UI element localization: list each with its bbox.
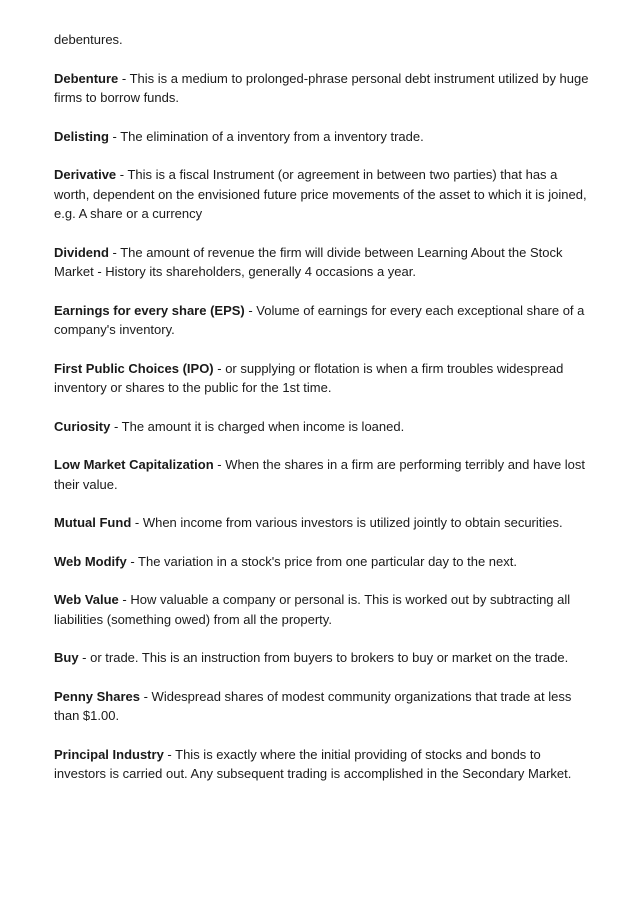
intro-text: debentures. — [54, 32, 123, 47]
entry-term: Curiosity — [54, 418, 111, 434]
glossary-entry — [54, 455, 594, 494]
document-page — [54, 30, 594, 803]
entry-definition: - The variation in a stock's price from one particular day to the next. — [126, 553, 517, 569]
glossary-entry — [54, 745, 594, 784]
glossary-entry — [54, 359, 594, 398]
glossary-entry — [54, 648, 594, 668]
entry-term: Low Market Capitalization — [54, 457, 214, 472]
entry-definition: - or supplying or flotation is when a firm troubles widespread inventory or shares to the public for the 1st time. — [54, 360, 564, 395]
entry-definition: - This is a fiscal Instrument (or agreement in between two parties) that has a worth, dependent on the envisioned future price movements of the asset to which it is joined, e.g. A share or a currency — [54, 167, 587, 221]
entry-definition: - This is a medium to prolonged-phrase personal debt instrument utilized by huge firms to borrow funds. — [54, 70, 589, 105]
entry-term: Debenture — [54, 70, 119, 86]
entry-term: Penny Shares — [54, 688, 140, 704]
entry-term: Delisting — [54, 128, 109, 144]
entry-definition: - How valuable a company or personal is. This is worked out by subtracting all liabilities (something owed) from all the property. — [54, 592, 571, 627]
entry-definition: - Widespread shares of modest community organizations that trade at less than $1.00. — [54, 688, 572, 723]
entry-term: Dividend — [54, 244, 109, 260]
entry-definition: - or trade. This is an instruction from buyers to brokers to buy or market on the trade. — [78, 650, 569, 665]
glossary-entry — [54, 69, 594, 108]
glossary-entry — [54, 552, 594, 572]
entry-definition: - The amount it is charged when income is loaned. — [110, 418, 405, 434]
entry-term: Web Modify — [54, 553, 127, 569]
glossary-entry — [54, 590, 594, 629]
entry-definition: - This is exactly where the initial providing of stocks and bonds to investors is carried out. Any subsequent trading is accomplished in the Secondary Market. — [54, 746, 572, 781]
glossary-entry — [54, 165, 594, 224]
glossary-entry — [54, 687, 594, 726]
entry-definition: - When the shares in a firm are performing terribly and have lost their value. — [54, 457, 586, 492]
entry-term: Principal Industry — [54, 746, 164, 762]
entry-definition: - When income from various investors is utilized jointly to obtain securities. — [131, 515, 563, 530]
entry-term: Derivative — [54, 167, 117, 182]
entry-definition: - The elimination of a inventory from a inventory trade. — [108, 128, 424, 144]
entry-term: Web Value — [54, 592, 119, 607]
entry-term: Earnings for every share (EPS) — [54, 302, 245, 318]
entry-term: Mutual Fund — [54, 515, 132, 530]
glossary-entry — [54, 417, 594, 437]
entry-definition: - The amount of revenue the firm will divide between Learning About the Stock Market - History its shareholders, generally 4 occasions a year. — [54, 244, 563, 279]
entry-term: Buy — [54, 650, 79, 665]
entry-definition: - Volume of earnings for every each exceptional share of a company's inventory. — [54, 302, 585, 337]
glossary-entry — [54, 513, 594, 533]
entry-term: First Public Choices (IPO) — [54, 360, 214, 376]
glossary-entry — [54, 301, 594, 340]
glossary-entry — [54, 127, 594, 147]
glossary-entry — [54, 243, 594, 282]
